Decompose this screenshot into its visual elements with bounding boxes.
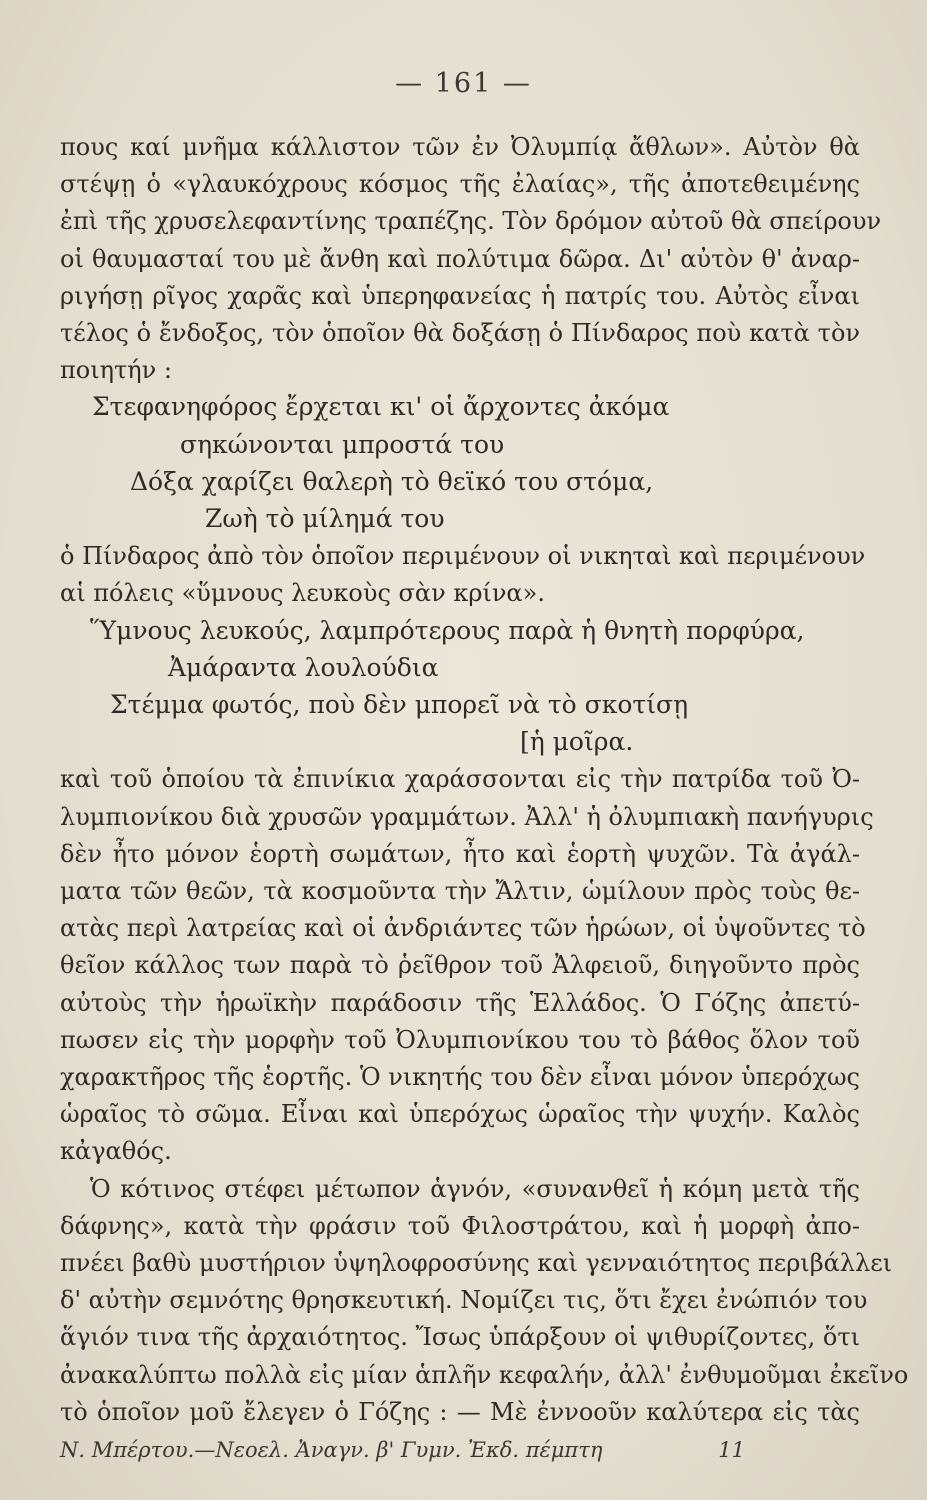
verse-line: σηκώνονται μπροστά του [180,430,505,459]
verse-line: Ἀμάραντα λουλούδια [168,653,439,682]
verse-line: Στέμμα φωτός, ποὺ δὲν μπορεῖ νὰ τὸ σκοτίσῃ [110,690,689,719]
text-line: ματα τῶν θεῶν, τὰ κοσμοῦντα τὴν Ἄλτιν, ὡμίλουν πρὸς τοὺς θε- [60,877,860,905]
text-line: πωσεν εἰς τὴν μορφὴν τοῦ Ὀλυμπιονίκου του τὸ βάθος ὅλον τοῦ [60,1026,860,1054]
text-line: δ' αὐτὴν σεμνότης θρησκευτική. Νομίζει τις, ὅτι ἔχει ἐνώπιόν του [60,1286,868,1314]
text-line: θεῖον κάλλος των παρὰ τὸ ῥεῖθρον τοῦ Ἀλφειοῦ, διηγοῦντο πρὸς [60,951,860,979]
verse-line: Δόξα χαρίζει θαλερὴ τὸ θεϊκό του στόμα, [130,467,654,496]
text-line: ἐπὶ τῆς χρυσελεφαντίνης τραπέζης. Τὸν δρόμον αὐτοῦ θὰ σπείρουν [60,207,882,235]
text-line: χαρακτῆρος τῆς ἑορτῆς. Ὁ νικητής του δὲν εἶναι μόνον ὑπερόχως [60,1063,860,1091]
text-line: στέψῃ ὁ «γλαυκόχρους κόσμος τῆς ἐλαίας», τῆς ἀποτεθειμένης [60,170,860,198]
text-line: οἱ θαυμασταί του μὲ ἄνθη καὶ πολύτιμα δῶρα. Δι' αὐτὸν θ' ἀναρ- [60,245,860,273]
text-line: τέλος ὁ ἔνδοξος, τὸν ὁποῖον θὰ δοξάσῃ ὁ Πίνδαρος ποὺ κατὰ τὸν [60,319,860,347]
verse-line: Στεφανηφόρος ἔρχεται κι' οἱ ἄρχοντες ἀκόμα [92,392,670,421]
text-line: ἀνακαλύπτω πολλὰ εἰς μίαν ἁπλῆν κεφαλήν, ἀλλ' ἐνθυμοῦμαι ἐκεῖνο [60,1361,909,1389]
text-line: Ὁ κότινος στέφει μέτωπον ἁγνόν, «συνανθεῖ ἡ κόμη μετὰ τῆς [90,1175,860,1203]
text-line: πνέει βαθὺ μυστήριον ὑψηλοφροσύνης καὶ γενναιότητος περιβάλλει [60,1249,893,1277]
text-line: αὐτοὺς τὴν ἡρωϊκὴν παράδοσιν τῆς Ἑλλάδος. Ὁ Γόζης ἀπετύ- [60,989,860,1017]
text-line: δάφνης», κατὰ τὴν φράσιν τοῦ Φιλοστράτου, καὶ ἡ μορφὴ ἀπο- [60,1212,860,1240]
text-line: κἀγαθός. [60,1137,172,1165]
text-line: ριγήσῃ ρῖγος χαρᾶς καὶ ὑπερηφανείας ἡ πατρίς του. Αὐτὸς εἶναι [60,282,860,310]
text-line: ὡραῖος τὸ σῶμα. Εἶναι καὶ ὑπερόχως ὡραῖος τὴν ψυχήν. Καλὸς [60,1100,860,1128]
text-line: λυμπιονίκου διὰ χρυσῶν γραμμάτων. Ἀλλ' ἡ ὀλυμπιακὴ πανήγυρις [60,803,874,831]
text-line: ἅγιόν τινα τῆς ἀρχαιότητος. Ἴσως ὑπάρξουν οἱ ψιθυρίζοντες, ὅτι [60,1323,860,1351]
footer-text: Ν. Μπέρτου.—Νεοελ. Ἀναγν. β' Γυμν. Ἐκδ. πέμπτη [60,1438,603,1462]
page-number: — 161 — [395,68,532,99]
text-line: καὶ τοῦ ὁποίου τὰ ἐπινίκια χαράσσονται εἰς τὴν πατρίδα τοῦ Ὀ- [60,765,860,793]
verse-line: Ζωὴ τὸ μίλημά του [205,504,445,533]
text-line: ποιητήν : [60,356,172,384]
signature-mark: 11 [718,1438,745,1462]
text-line: δὲν ἦτο μόνον ἑορτὴ σωμάτων, ἦτο καὶ ἑορτὴ ψυχῶν. Τὰ ἀγάλ- [60,840,860,868]
text-line: αἱ πόλεις «ὕμνους λευκοὺς σὰν κρίνα». [60,579,545,607]
verse-line: [ἡ μοῖρα. [520,727,634,756]
text-line: ὁ Πίνδαρος ἀπὸ τὸν ὁποῖον περιμένουν οἱ νικηταὶ καὶ περιμένουν [60,542,866,570]
text-line: πους καί μνῆμα κάλλιστον τῶν ἐν Ὀλυμπίᾳ ἄθλων». Αὐτὸν θὰ [60,133,860,161]
page-footer [60,1438,860,1462]
verse-line: Ὕμνους λευκούς, λαμπρότερους παρὰ ἡ θνητὴ πορφύρα, [90,616,805,645]
text-line: τὸ ὁποῖον μοῦ ἔλεγεν ὁ Γόζης : — Μὲ ἐννοοῦν καλύτερα εἰς τὰς [60,1398,860,1426]
text-line: ατὰς περὶ λατρείας καὶ οἱ ἀνδριάντες τῶν ἡρώων, οἱ ὑψοῦντες τὸ [60,914,866,942]
